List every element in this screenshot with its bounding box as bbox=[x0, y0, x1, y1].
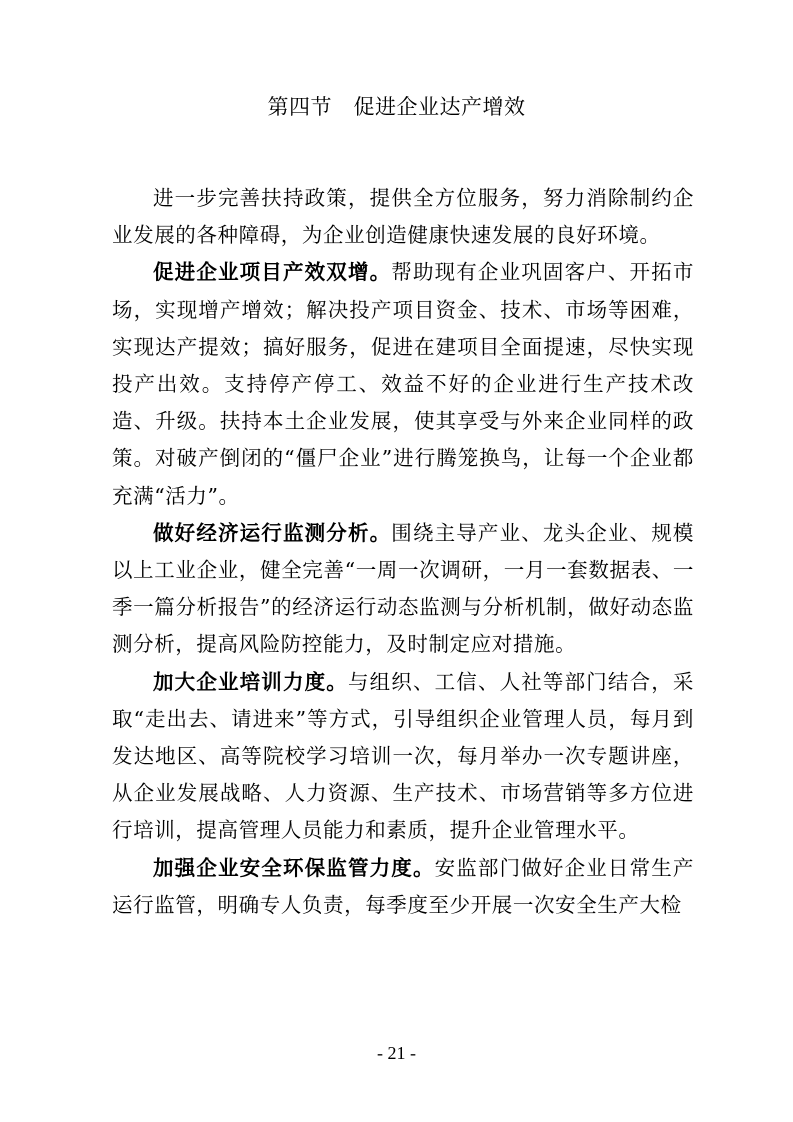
paragraph-safety-supervision bbox=[112, 850, 694, 924]
paragraph-text: 帮助现有企业巩固客户、开拓市场，实现增产增效；解决投产项目资金、技术、市场等困难，实现达产提效；搞好服务，促进在建项目全面提速，尽快实现投产出效。支持停产停工、效益不好的企业进行生产技术改造、升级。扶持本土企业发展，使其享受与外来企业同样的政策。对破产倒闭的“僵尸企业”进行腾笼换鸟，让每一个企业都充满“活力”。 bbox=[112, 260, 694, 508]
paragraph-text: 围绕主导产业、龙头企业、规模以上工业企业，健全完善“一周一次调研，一月一套数据表、一季一篇分析报告”的经济运行动态监测与分析机制，做好动态监测分析，提高风险防控能力，及时制定应对措施。 bbox=[112, 520, 694, 657]
paragraph-intro bbox=[112, 180, 694, 254]
paragraph-lead: 加强企业安全环保监管力度。 bbox=[153, 855, 435, 880]
paragraph-economic-monitoring bbox=[112, 515, 694, 664]
paragraph-text: 进一步完善扶持政策，提供全方位服务，努力消除制约企业发展的各种障碍，为企业创造健康快速发展的良好环境。 bbox=[112, 186, 694, 248]
section-title: 第四节 促进企业达产增效 bbox=[267, 95, 526, 119]
paragraph-training bbox=[112, 664, 694, 850]
paragraph-lead: 促进企业项目产效双增。 bbox=[153, 260, 392, 285]
page-number: - 21 - bbox=[377, 1043, 416, 1063]
paragraph-lead: 做好经济运行监测分析。 bbox=[153, 520, 392, 545]
paragraph-project-growth bbox=[112, 254, 694, 514]
paragraph-text: 安监部门做好企业日常生产运行监管，明确专人负责，每季度至少开展一次安全生产大检 bbox=[112, 855, 694, 917]
body-text bbox=[112, 180, 694, 924]
paragraph-text: 与组织、工信、人社等部门结合，采取“走出去、请进来”等方式，引导组织企业管理人员，每月到发达地区、高等院校学习培训一次，每月举办一次专题讲座，从企业发展战略、人力资源、生产技术、市场营销等多方位进行培训，提高管理人员能力和素质，提升企业管理水平。 bbox=[112, 669, 694, 843]
paragraph-lead: 加大企业培训力度。 bbox=[153, 669, 348, 694]
